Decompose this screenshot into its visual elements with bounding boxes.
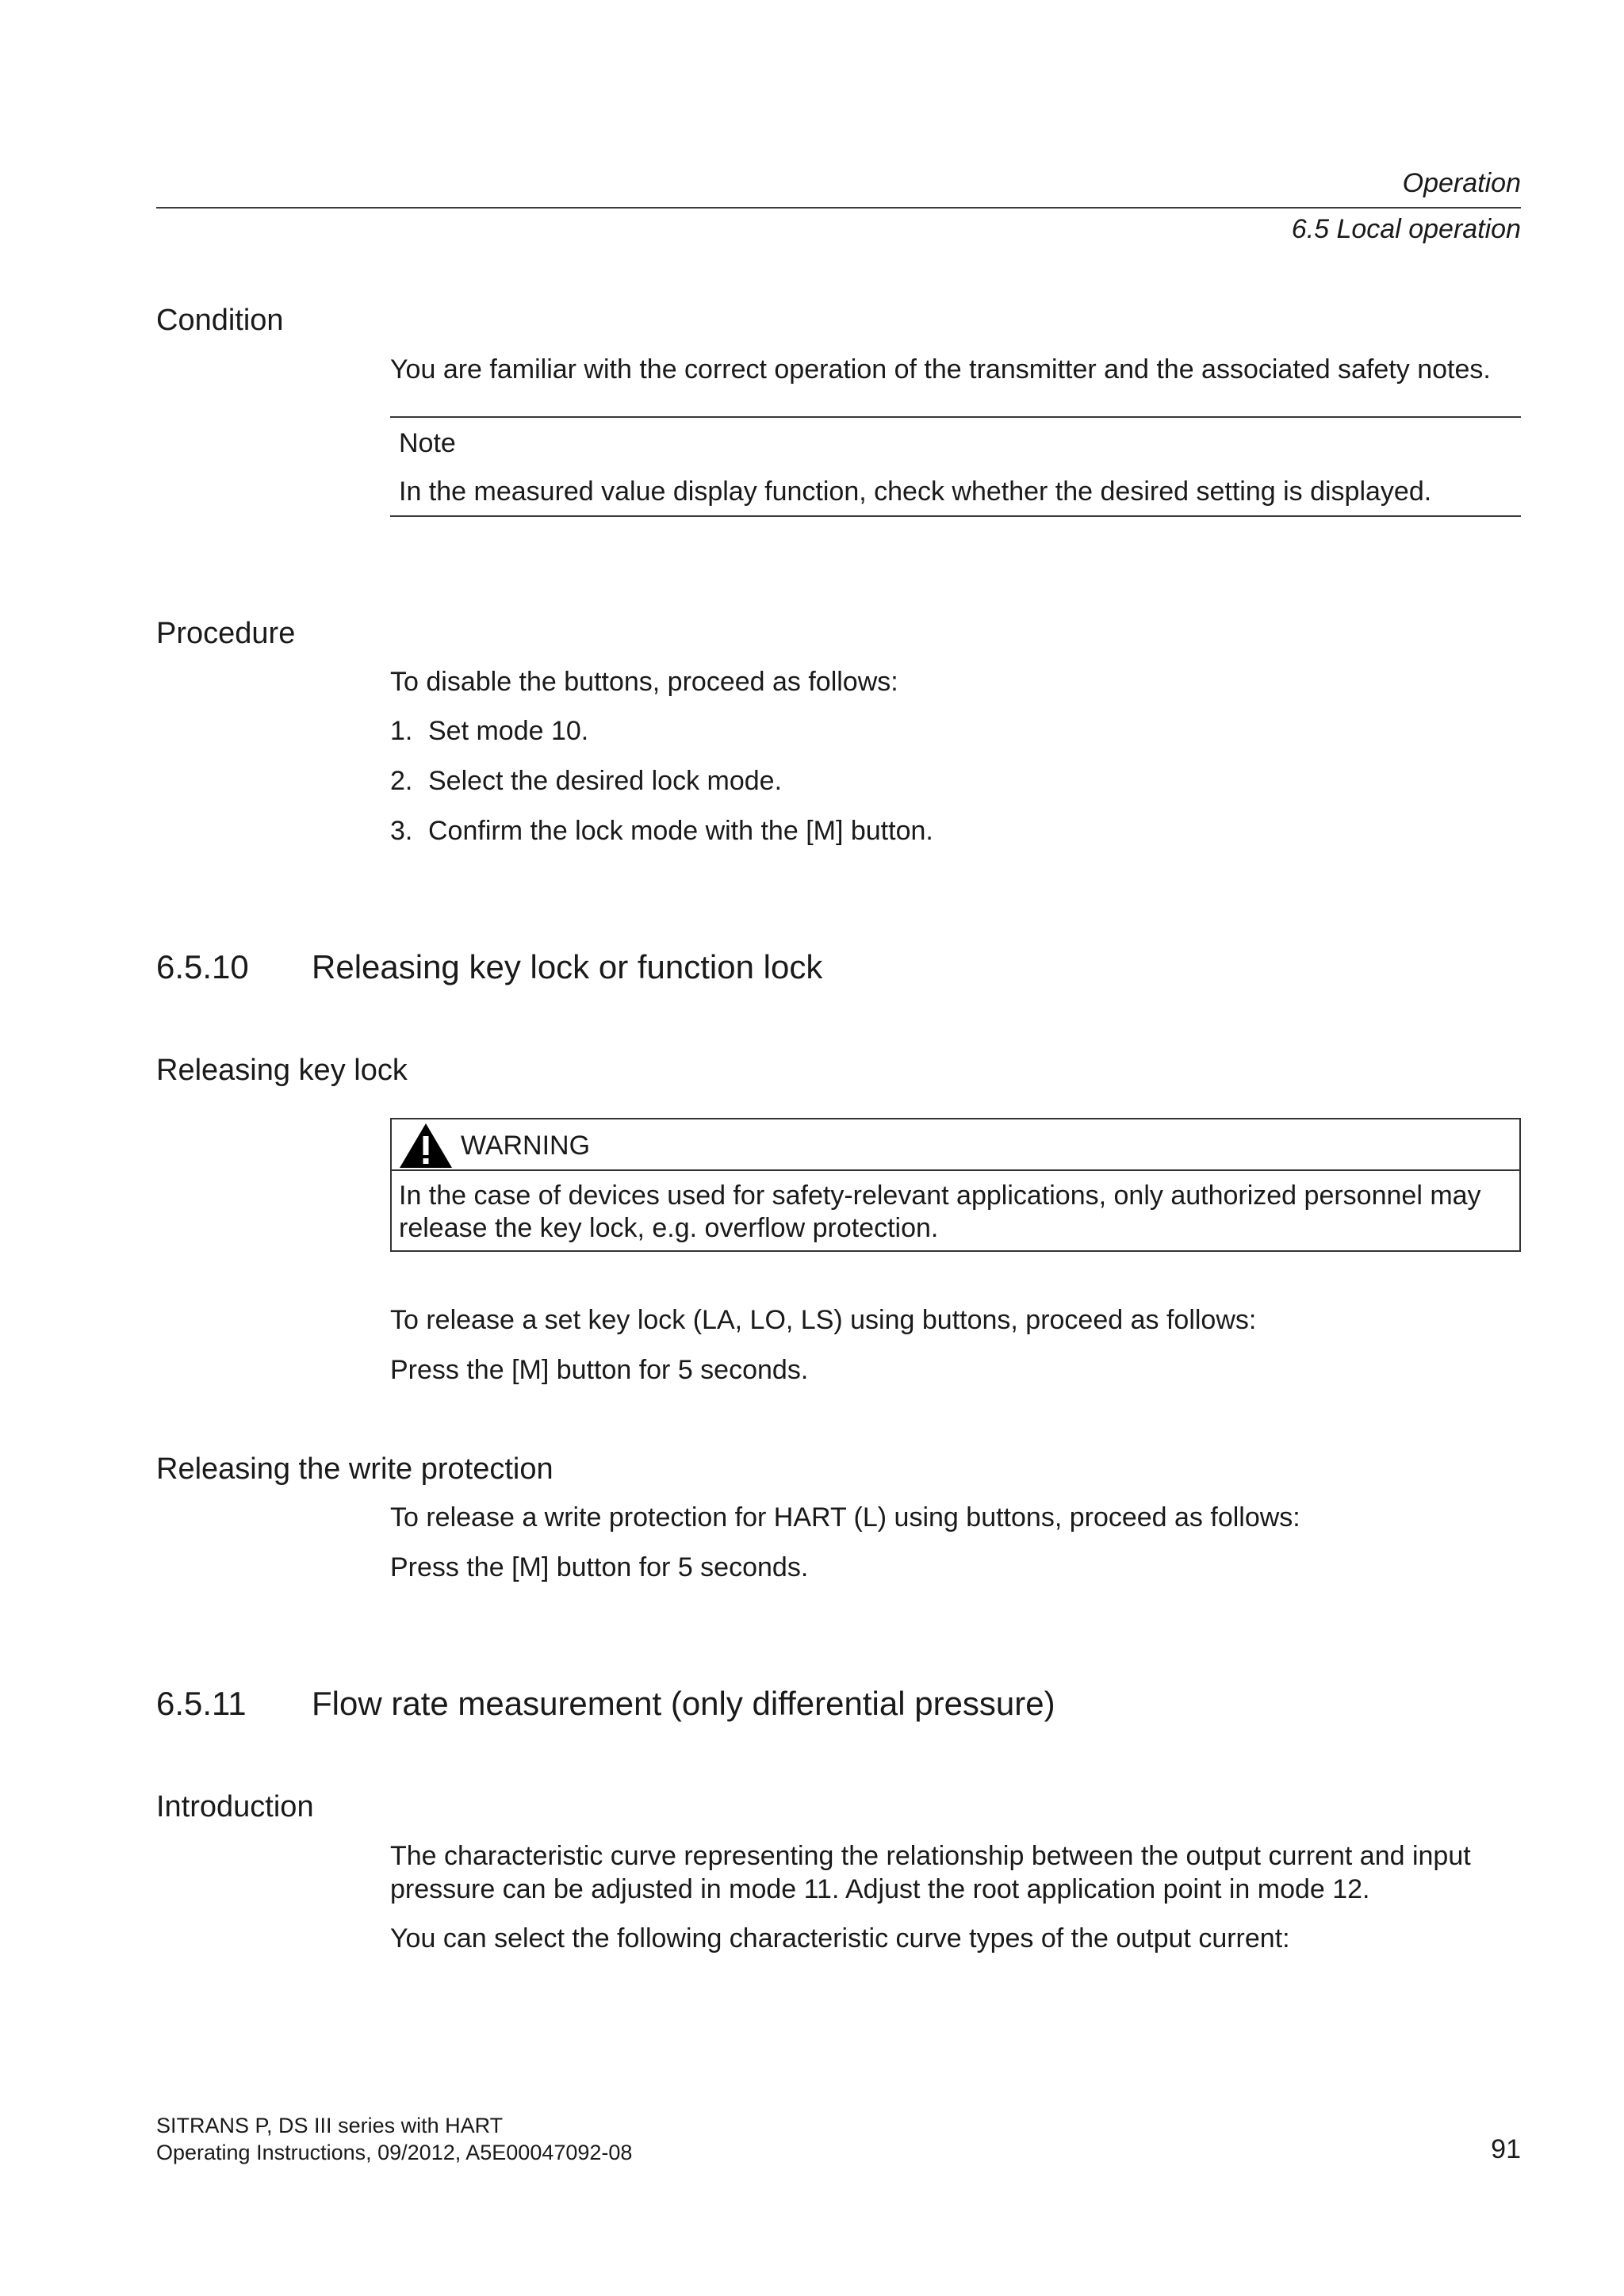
section-title: Flow rate measurement (only differential pressure): [312, 1685, 1055, 1722]
write-protection-action: Press the [M] button for 5 seconds.: [390, 1552, 809, 1582]
warning-box: [390, 1118, 1521, 1252]
introduction-paragraph-line: pressure can be adjusted in mode 11. Adjust the root application point in mode 12.: [390, 1874, 1370, 1904]
step-number: 3.: [390, 816, 413, 846]
section-title: Releasing key lock or function lock: [312, 948, 823, 985]
page-number: 91: [1491, 2134, 1521, 2164]
warning-divider: [392, 1169, 1519, 1171]
footer-document: Operating Instructions, 09/2012, A5E00047092-08: [156, 2141, 633, 2164]
footer-product: SITRANS P, DS III series with HART: [156, 2114, 504, 2137]
section-number: 6.5.10: [156, 948, 249, 985]
section-number: 6.5.11: [156, 1685, 247, 1722]
note-bottom-rule: [390, 515, 1521, 517]
condition-text: You are familiar with the correct operation of the transmitter and the associated safety notes.: [390, 354, 1491, 385]
key-lock-action: Press the [M] button for 5 seconds.: [390, 1355, 809, 1385]
step-text: Confirm the lock mode with the [M] button.: [428, 816, 933, 846]
procedure-heading: Procedure: [156, 617, 296, 650]
warning-text-line: release the key lock, e.g. overflow protection.: [399, 1213, 939, 1243]
step-text: Select the desired lock mode.: [428, 766, 783, 796]
running-head-chapter: Operation: [1402, 168, 1521, 198]
step-text: Set mode 10.: [428, 716, 589, 746]
running-head-section: 6.5 Local operation: [1291, 214, 1521, 244]
warning-label: WARNING: [461, 1131, 591, 1161]
header-rule: [156, 207, 1521, 209]
key-lock-instruction: To release a set key lock (LA, LO, LS) using buttons, proceed as follows:: [390, 1305, 1257, 1335]
note-text: In the measured value display function, check whether the desired setting is displayed.: [399, 476, 1432, 507]
introduction-heading: Introduction: [156, 1790, 314, 1823]
step-number: 2.: [390, 766, 413, 796]
warning-triangle-icon: [399, 1123, 453, 1169]
note-top-rule: [390, 416, 1521, 418]
step-number: 1.: [390, 716, 413, 746]
write-protection-instruction: To release a write protection for HART (L) using buttons, proceed as follows:: [390, 1502, 1300, 1533]
procedure-intro: To disable the buttons, proceed as follows:: [390, 667, 898, 697]
note-label: Note: [399, 428, 456, 458]
releasing-key-lock-heading: Releasing key lock: [156, 1054, 408, 1087]
condition-heading: Condition: [156, 304, 284, 337]
warning-text-line: In the case of devices used for safety-relevant applications, only authorized personnel may: [399, 1181, 1481, 1211]
write-protection-heading: Releasing the write protection: [156, 1452, 553, 1486]
introduction-text: You can select the following characteristic curve types of the output current:: [390, 1923, 1290, 1954]
introduction-paragraph-line: The characteristic curve representing the relationship between the output current and input: [390, 1841, 1471, 1871]
